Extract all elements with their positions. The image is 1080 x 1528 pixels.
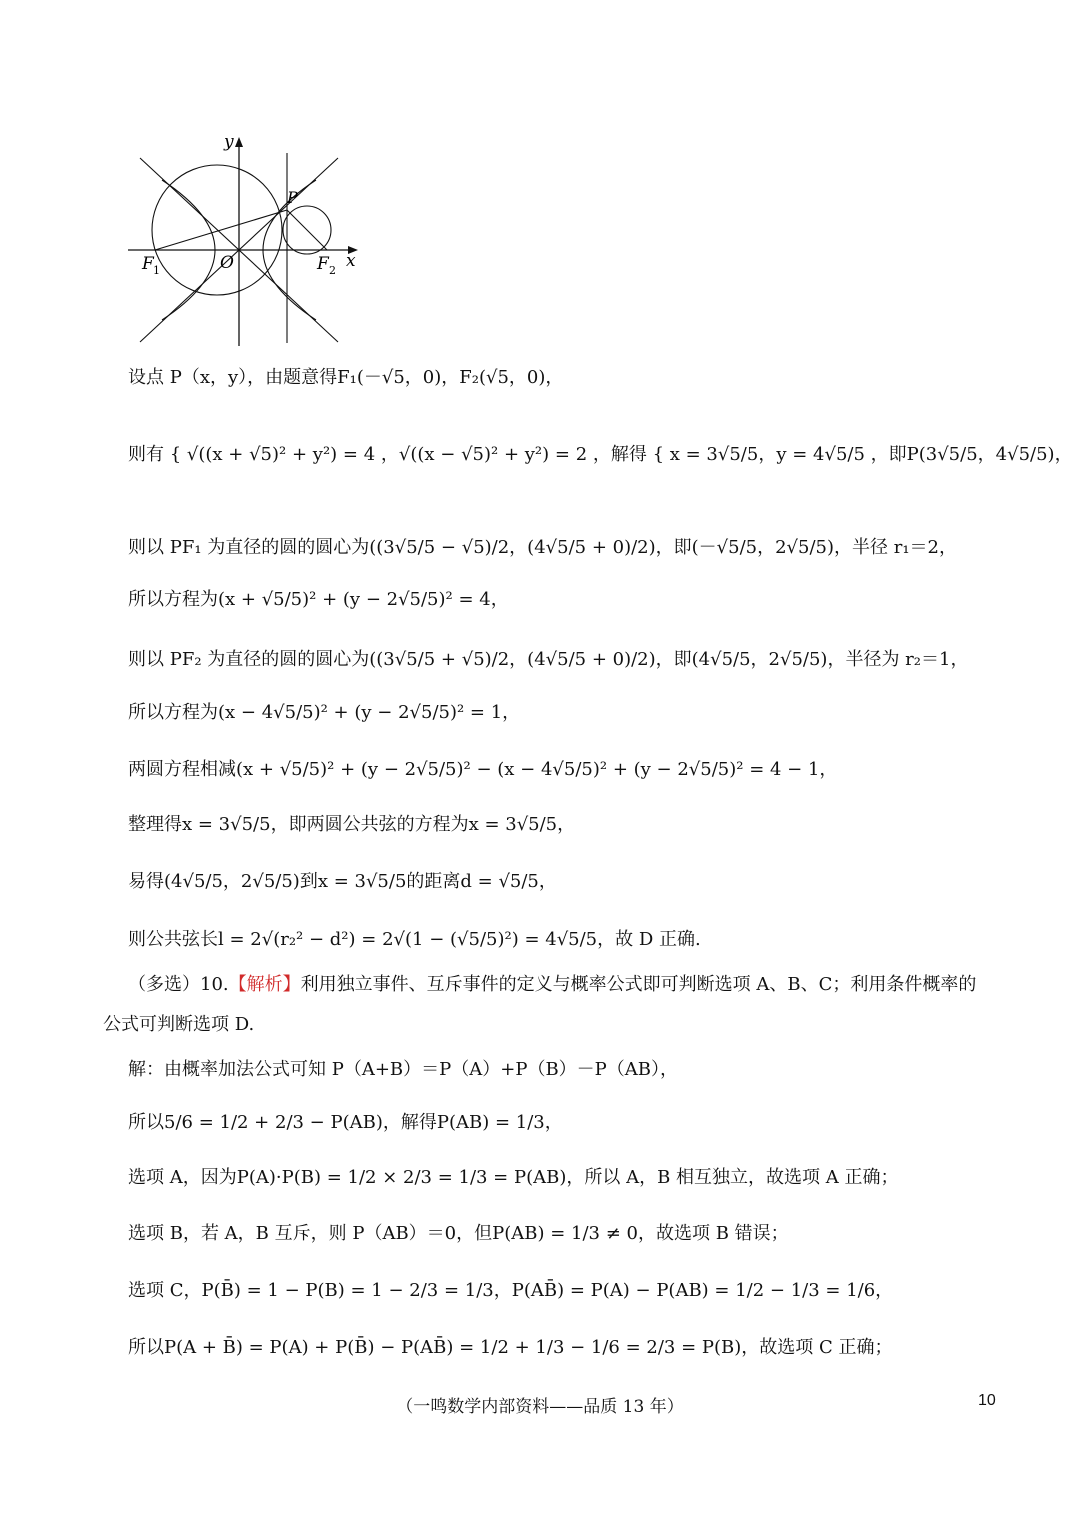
q10-text: 利用独立事件、互斥事件的定义与概率公式即可判断选项 A、B、C；利用条件概率的公式可判断选项 D. [103, 974, 977, 1035]
line-eq-circle1: 所以方程为(x + √5/5)² + (y − 2√5/5)² = 4， [128, 589, 509, 610]
y-axis-arrow [235, 137, 243, 147]
q10-tag: 【解析】 [228, 974, 301, 995]
line-distance: 易得(4√5/5，2√5/5)到x = 3√5/5的距离d = √5/5， [128, 871, 557, 892]
line-q10-option-b: 选项 B，若 A，B 互斥，则 P（AB）＝0，但P(AB) = 1/3 ≠ 0，故选项 B 错误； [128, 1223, 789, 1244]
label-f2-sub: 2 [329, 264, 336, 277]
page-footer: （一鸣数学内部资料——品质 13 年） [396, 1397, 684, 1417]
page-number: 10 [978, 1392, 996, 1409]
line-q10-pab: 所以5/6 = 1/2 + 2/3 − P(AB)，解得P(AB) = 1/3， [128, 1112, 563, 1133]
label-o: O [220, 253, 234, 273]
line-subtract: 两圆方程相减(x + √5/5)² + (y − 2√5/5)² − (x − 4√5/5)² + (y − 2√5/5)² = 4 − 1， [128, 759, 838, 780]
segment-pf2 [287, 210, 327, 250]
line-q10-option-c-conclusion: 所以P(A + B̄) = P(A) + P(B̄) − P(AB̄) = 1/2 + 1/3 − 1/6 = 2/3 = P(B)，故选项 C 正确； [128, 1337, 893, 1358]
line-system: 则有 { √((x + √5)² + y²) = 4 ，√((x − √5)² + y²) = 2 ，解得 { x = 3√5/5，y = 4√5/5 ，即P(3√5/5，4√5/5)， [128, 444, 1073, 465]
line-set-point: 设点 P（x，y），由题意得F₁(－√5，0)，F₂(√5，0)， [128, 367, 564, 388]
line-chord-length: 则公共弦长l = 2√(r₂² − d²) = 2√(1 − (√5/5)²) = 4√5/5，故 D 正确. [128, 929, 701, 950]
label-p: P [287, 188, 298, 207]
q10-prefix: （多选）10. [128, 974, 229, 995]
line-q10-option-a: 选项 A，因为P(A)·P(B) = 1/2 × 2/3 = 1/3 = P(AB)，所以 A，B 相互独立，故选项 A 正确； [128, 1167, 899, 1188]
label-x: x [346, 251, 356, 271]
line-q10-option-c: 选项 C，P(B̄) = 1 − P(B) = 1 − 2/3 = 1/3，P(AB̄) = P(A) − P(AB) = 1/2 − 1/3 = 1/6， [128, 1280, 894, 1301]
line-eq-circle2: 所以方程为(x − 4√5/5)² + (y − 2√5/5)² = 1， [128, 702, 521, 723]
hyperbola-circles-figure [120, 128, 370, 353]
line-center-pf1: 则以 PF₁ 为直径的圆的圆心为((3√5/5 − √5)/2，(4√5/5 + 0)/2)，即(－√5/5，2√5/5)，半径 r₁＝2， [128, 537, 957, 558]
label-f1: F [142, 254, 154, 274]
q10-paragraph [103, 965, 983, 1045]
label-f1-sub: 1 [153, 264, 160, 277]
line-q10-addition: 解：由概率加法公式可知 P（A+B）＝P（A）+P（B）－P（AB）， [128, 1059, 679, 1080]
line-center-pf2: 则以 PF₂ 为直径的圆的圆心为((3√5/5 + √5)/2，(4√5/5 + 0)/2)，即(4√5/5，2√5/5)，半径为 r₂＝1， [128, 649, 969, 670]
label-f2: F [317, 254, 329, 274]
line-chord-eq: 整理得x = 3√5/5，即两圆公共弦的方程为x = 3√5/5， [128, 814, 576, 835]
label-y: y [224, 132, 234, 152]
